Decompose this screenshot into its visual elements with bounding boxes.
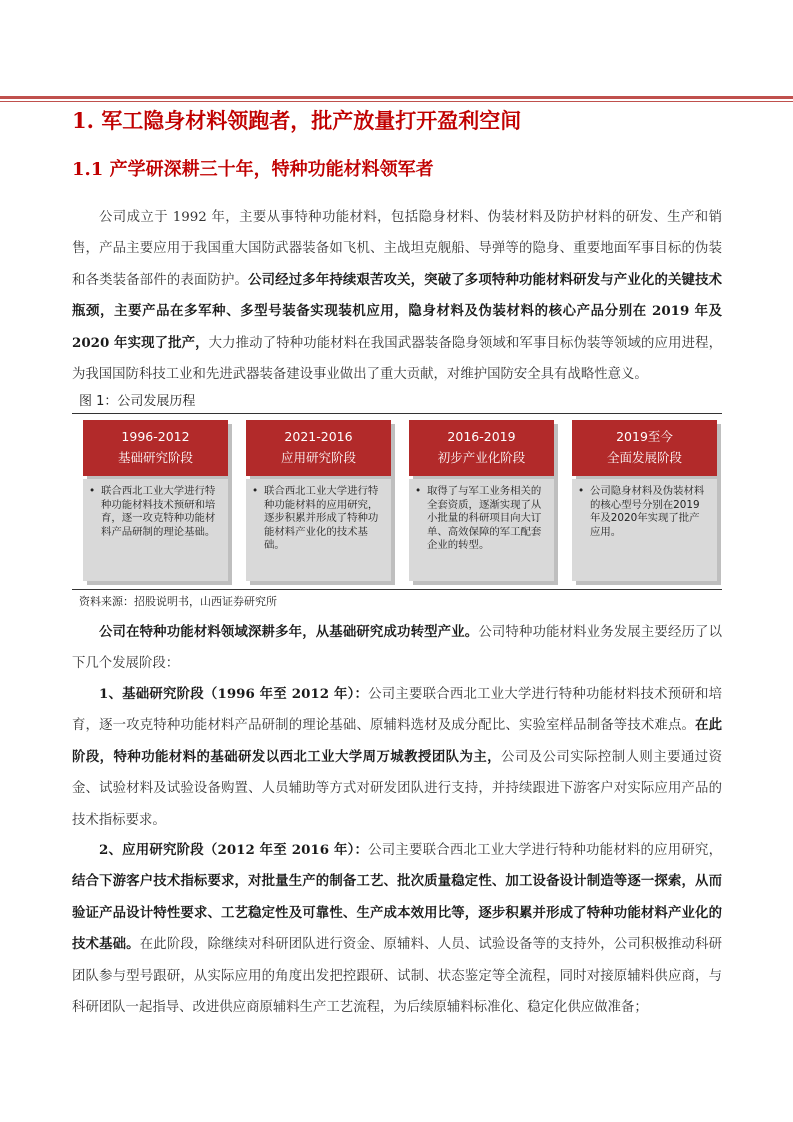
stage-name: 基础研究阶段 bbox=[117, 450, 193, 465]
stage-card-4 bbox=[572, 420, 717, 581]
stage-description-box bbox=[409, 479, 554, 581]
stage-card-1 bbox=[83, 420, 228, 581]
bullet-icon: • bbox=[89, 485, 96, 497]
summary-bold-text: 公司在特种功能材料领域深耕多年，从基础研究成功转型产业。 bbox=[99, 624, 479, 640]
header-rule-thin bbox=[0, 101, 793, 102]
stage-period: 1996-2012 bbox=[121, 429, 190, 444]
section-heading: 1. 军工隐身材料领跑者，批产放量打开盈利空间 bbox=[72, 108, 522, 133]
stage-card-2 bbox=[246, 420, 391, 581]
stage-header bbox=[246, 420, 391, 476]
stage-period: 2019至今 bbox=[616, 429, 673, 444]
stage-description: 联合西北工业大学进行特种功能材料技术预研和培育，逐一攻克特种功能材料产品研制的理论基础。 bbox=[101, 485, 216, 538]
stage-description: 联合西北工业大学进行特种功能材料的应用研究，逐步积累并形成了特种功能材料产业化的技术基础。 bbox=[264, 485, 379, 551]
stage-description: 公司隐身材料及伪装材料的核心型号分别在2019年及2020年实现了批产应用。 bbox=[590, 485, 705, 538]
stage-description: 取得了与军工业务相关的全套资质，逐渐实现了从小批量的科研项目向大订单、高效保障的军工配套企业的转型。 bbox=[427, 485, 542, 551]
stage2-label: 2、应用研究阶段（2012 年至 2016 年）： bbox=[99, 842, 369, 858]
bullet-icon: • bbox=[578, 485, 585, 497]
bullet-icon: • bbox=[415, 485, 422, 497]
stage-name: 应用研究阶段 bbox=[280, 450, 356, 465]
stage-header bbox=[572, 420, 717, 476]
intro-bold-text: 公司经过多年持续艰苦攻关，突破了多项特种功能材料研发与产业化的关键技术瓶颈，主要产品在多军种、多型号装备实现装机应用，隐身材料及伪装材料的核心产品分别在 2019 年及 2020 年实现了批产， bbox=[72, 271, 723, 351]
figure-source: 资料来源：招股说明书，山西证券研究所 bbox=[79, 595, 277, 608]
stage-name: 全面发展阶段 bbox=[606, 450, 682, 465]
stage2-bold-text: 结合下游客户技术指标要求，对批量生产的制备工艺、批次质量稳定性、加工设备设计制造等逐一探索，从而验证产品设计特性要求、工艺稳定性及可靠性、生产成本效用比等，逐步积累并形成了特种功能材料产业化的技术基础。 bbox=[72, 873, 722, 953]
figure-bottom-border bbox=[72, 589, 722, 590]
stage-name: 初步产业化阶段 bbox=[437, 450, 526, 465]
stage-description-box bbox=[83, 479, 228, 581]
subsection-heading: 1.1 产学研深耕三十年，特种功能材料领军者 bbox=[72, 159, 434, 180]
summary-text: 公司特种功能材料业务发展主要经历了以下几个发展阶段： bbox=[72, 625, 722, 672]
stage1-text-cont: 公司及公司实际控制人则主要通过资金、试验材料及试验设备购置、人员辅助等方式对研发团队进行支持，并持续跟进下游客户对实际应用产品的技术指标要求。 bbox=[72, 749, 723, 828]
stage-description-box bbox=[572, 479, 717, 581]
bullet-icon: • bbox=[252, 485, 259, 497]
stage1-text: 公司主要联合西北工业大学进行特种功能材料技术预研和培育，逐一攻克特种功能材料产品研制的理论基础、原辅料选材及成分配比、实验室样品制备等技术难点。 bbox=[72, 687, 723, 734]
stage-description-box bbox=[246, 479, 391, 581]
stage2-text: 公司主要联合西北工业大学进行特种功能材料的应用研究， bbox=[368, 843, 723, 858]
figure-top-border bbox=[72, 413, 722, 414]
stage-period: 2021-2016 bbox=[284, 429, 353, 444]
header-rule-thick bbox=[0, 96, 793, 99]
stage-card-3 bbox=[409, 420, 554, 581]
stage-header bbox=[409, 420, 554, 476]
intro-paragraph bbox=[72, 202, 722, 390]
stage1-bold-text: 在此阶段，特种功能材料的基础研发以西北工业大学周万城教授团队为主， bbox=[72, 717, 722, 765]
figure-caption: 图 1：公司发展历程 bbox=[79, 394, 196, 409]
stage1-label: 1、基础研究阶段（1996 年至 2012 年）： bbox=[99, 686, 369, 702]
intro-text: 公司成立于 1992 年，主要从事特种功能材料，包括隐身材料、伪装材料及防护材料的研发、生产和销售，产品主要应用于我国重大国防武器装备如飞机、主战坦克舰船、导弹等的隐身、重要地面军事目标的伪装和各类装备部件的表面防护。 bbox=[72, 210, 722, 288]
summary-paragraph bbox=[72, 617, 722, 680]
stage-header bbox=[83, 420, 228, 476]
intro-text-cont: 大力推动了特种功能材料在我国武器装备隐身领域和军事目标伪装等领域的应用进程，为我国国防科技工业和先进武器装备建设事业做出了重大贡献，对维护国防安全具有战略性意义。 bbox=[72, 335, 722, 383]
stage1-paragraph bbox=[72, 679, 722, 836]
stage2-text-cont: 在此阶段，除继续对科研团队进行资金、原辅料、人员、试验设备等的支持外，公司积极推动科研团队参与型号跟研，从实际应用的角度出发把控跟研、试制、状态鉴定等全流程，同时对接原辅料供应商，与科研团队一起指导、改进供应商原辅料生产工艺流程，为后续原辅料标准化、稳定化供应做准备； bbox=[72, 937, 723, 1016]
stage-period: 2016-2019 bbox=[447, 429, 516, 444]
stage2-paragraph bbox=[72, 835, 722, 1023]
